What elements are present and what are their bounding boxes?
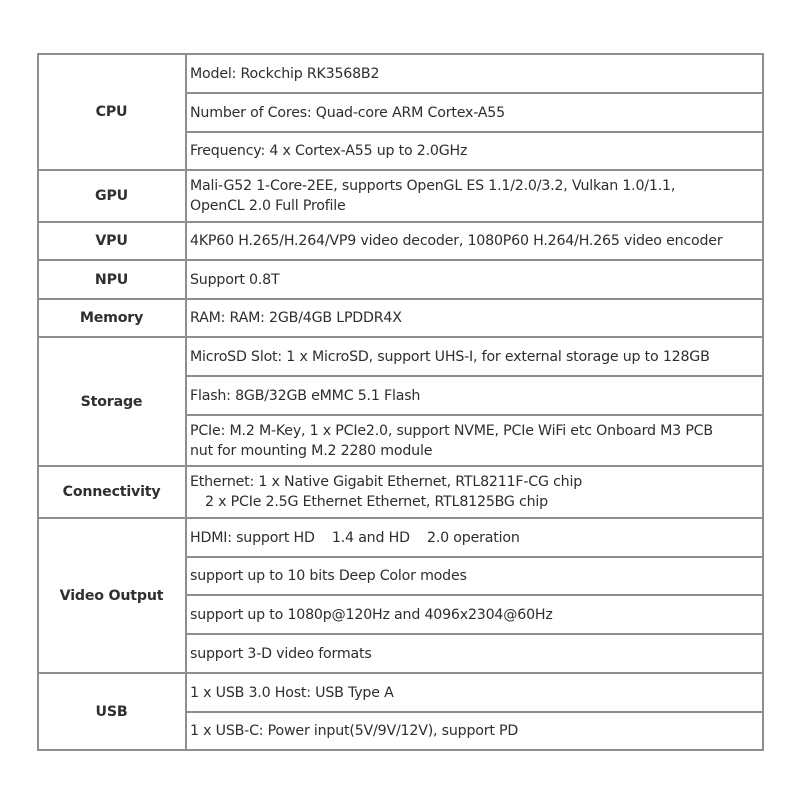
- table-row-vpu: [38, 222, 763, 260]
- category-cpu: CPU: [38, 54, 186, 170]
- table-row-video-output: [38, 518, 763, 557]
- table-row-connectivity: [38, 466, 763, 518]
- spec-value: support up to 10 bits Deep Color modes: [186, 557, 763, 595]
- spec-value: support 3-D video formats: [186, 634, 763, 673]
- spec-value: Flash: 8GB/32GB eMMC 5.1 Flash: [186, 376, 763, 415]
- spec-value-line: PCIe: M.2 M-Key, 1 x PCIe2.0, support NVME, PCIe WiFi etc Onboard M3 PCB: [190, 422, 713, 439]
- spec-value: [186, 466, 763, 518]
- table-row-usb: [38, 673, 763, 712]
- category-gpu: GPU: [38, 170, 186, 222]
- spec-value: Number of Cores: Quad-core ARM Cortex-A55: [186, 93, 763, 132]
- spec-value-line: Ethernet: 1 x Native Gigabit Ethernet, RTL8211F-CG chip: [190, 474, 583, 490]
- category-usb: USB: [38, 673, 186, 750]
- spec-value: MicroSD Slot: 1 x MicroSD, support UHS-I, for external storage up to 128GB: [186, 337, 763, 376]
- category-vpu: VPU: [38, 222, 186, 260]
- spec-value: RAM: RAM: 2GB/4GB LPDDR4X: [186, 299, 763, 337]
- spec-value: Model: Rockchip RK3568B2: [186, 54, 763, 93]
- category-video-output: Video Output: [38, 518, 186, 673]
- spec-value: 1 x USB-C: Power input(5V/9V/12V), support PD: [186, 712, 763, 750]
- spec-value-line: 2 x PCIe 2.5G Ethernet Ethernet, RTL8125BG chip: [205, 494, 548, 510]
- spec-value: Support 0.8T: [186, 260, 763, 299]
- category-npu: NPU: [38, 260, 186, 299]
- category-storage: Storage: [38, 337, 186, 466]
- category-memory: Memory: [38, 299, 186, 337]
- table-row-gpu: [38, 170, 763, 222]
- spec-value-line: Mali-G52 1-Core-2EE, supports OpenGL ES 1.1/2.0/3.2, Vulkan 1.0/1.1,: [190, 178, 676, 194]
- spec-value: support up to 1080p@120Hz and 4096x2304@60Hz: [186, 595, 763, 634]
- table-row-storage: [38, 337, 763, 376]
- table-row-npu: [38, 260, 763, 299]
- table-row-memory: [38, 299, 763, 337]
- spec-value: HDMI: support HD 1.4 and HD 2.0 operation: [186, 518, 763, 557]
- spec-value: [186, 415, 763, 466]
- spec-value: 1 x USB 3.0 Host: USB Type A: [186, 673, 763, 712]
- spec-value: [186, 170, 763, 222]
- spec-value: 4KP60 H.265/H.264/VP9 video decoder, 1080P60 H.264/H.265 video encoder: [186, 222, 763, 260]
- category-connectivity: Connectivity: [38, 466, 186, 518]
- spec-table: [37, 53, 764, 751]
- spec-value-line: nut for mounting M.2 2280 module: [190, 442, 433, 459]
- spec-value-line: OpenCL 2.0 Full Profile: [190, 198, 346, 214]
- spec-value: Frequency: 4 x Cortex-A55 up to 2.0GHz: [186, 132, 763, 170]
- table-row-cpu: [38, 54, 763, 93]
